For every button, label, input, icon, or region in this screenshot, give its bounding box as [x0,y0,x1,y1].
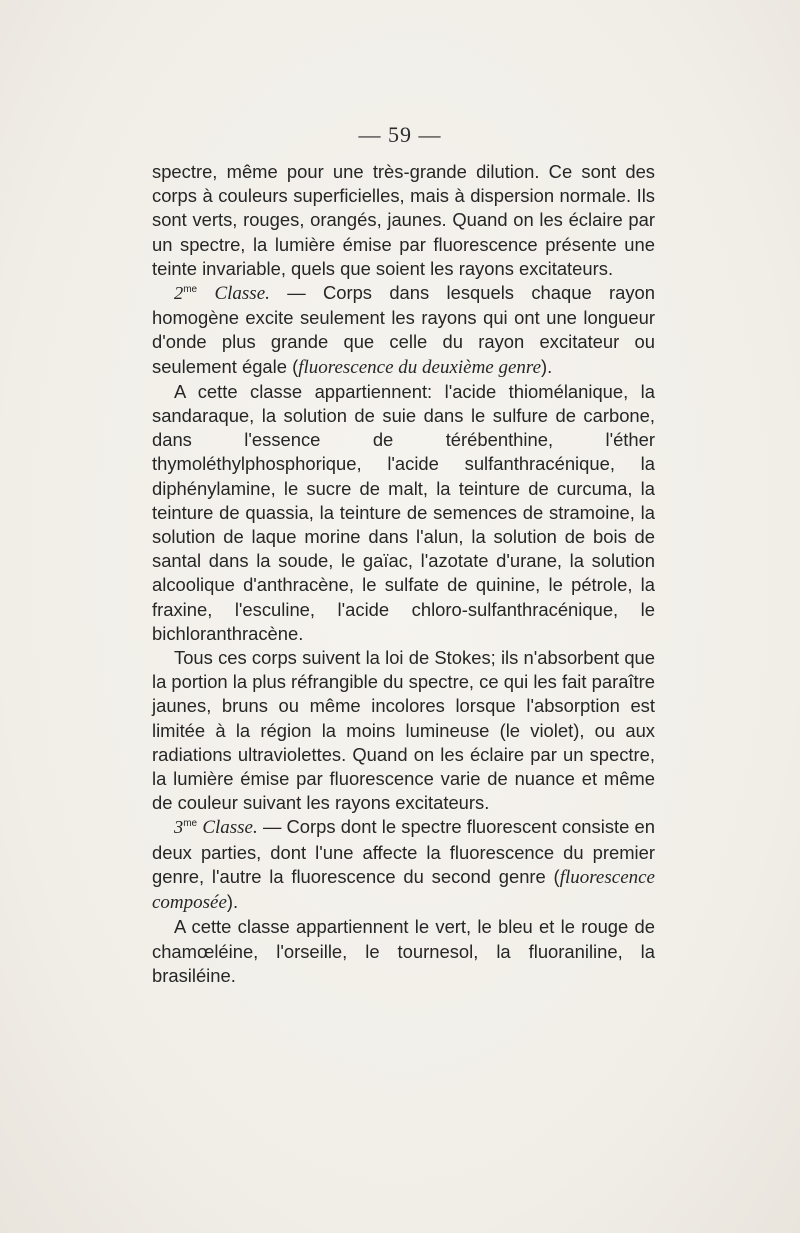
class-number: 2 [174,283,184,304]
paragraph-1: spectre, même pour une très-grande dilution. Ce sont des corps à couleurs superficielles, mais à dispersion normale. Ils sont verts, rouges, orangés, jaunes. Quand on les éclaire par un spectre, la lumière émise par fluorescence présente une teinte invariable, quels que soient les rayons excitateurs. [152,161,655,279]
ordinal-suffix: me [183,284,198,296]
class-term-close: ). [226,891,239,913]
class-number: 3 [174,817,184,838]
ordinal-suffix: me [183,818,198,830]
class-description: — Corps dont le spectre fluorescent consiste en deux parties, dont l'une affecte la fluorescence du premier genre, l'autre la fluorescence du second genre ( [152,816,655,887]
class-description: — Corps dans lesquels chaque rayon homogène excite seulement les rayons qui ont une longueur d'onde plus grande que celle du rayon excitateur ou seulement égale ( [152,282,655,377]
paragraph-6: A cette classe appartiennent le vert, le bleu et le rouge de chamœléine, l'orseille, le tournesol, la fluoraniline, la brasiléine. [152,916,655,986]
body-text [152,160,655,988]
class-term: fluorescence du deuxième genre [298,356,542,378]
class-label: Classe. [202,817,258,839]
paragraph-2 [152,281,655,380]
class-term-close: ). [541,355,553,377]
paragraph-4: Tous ces corps suivent la loi de Stokes; ils n'absorbent que la portion la plus réfrangible du spectre, ce qui les fait paraître jaunes, bruns ou même incolores lorsque l'absorption est limitée à la région la moins lumineuse (le violet), ou aux radiations ultraviolettes. Quand on les éclaire par un spectre, la lumière émise par fluorescence varie de nuance et même de couleur suivant les rayons excitateurs. [152,647,655,814]
paragraph-3: A cette classe appartiennent: l'acide thiomélanique, la sandaraque, la solution de suie dans le sulfure de carbone, dans l'essence de térébenthine, l'éther thymoléthylphosphorique, l'acide sulfanthracénique, la diphénylamine, le sucre de malt, la teinture de curcuma, la teinture de quassia, la teinture de semences de stramoine, la solution de laque morine dans l'alun, la solution de bois de santal dans la soude, le gaïac, l'azotate d'urane, la solution alcoolique d'anthracène, le sulfate de quinine, le pétrole, la fraxine, l'esculine, l'acide chloro-sulfanthracénique, le bichloranthracène. [152,380,655,644]
class-label: Classe. [214,283,270,305]
page-number: — 59 — [358,122,442,147]
class-term: fluorescence composée [152,866,655,914]
paragraph-5 [152,815,655,915]
